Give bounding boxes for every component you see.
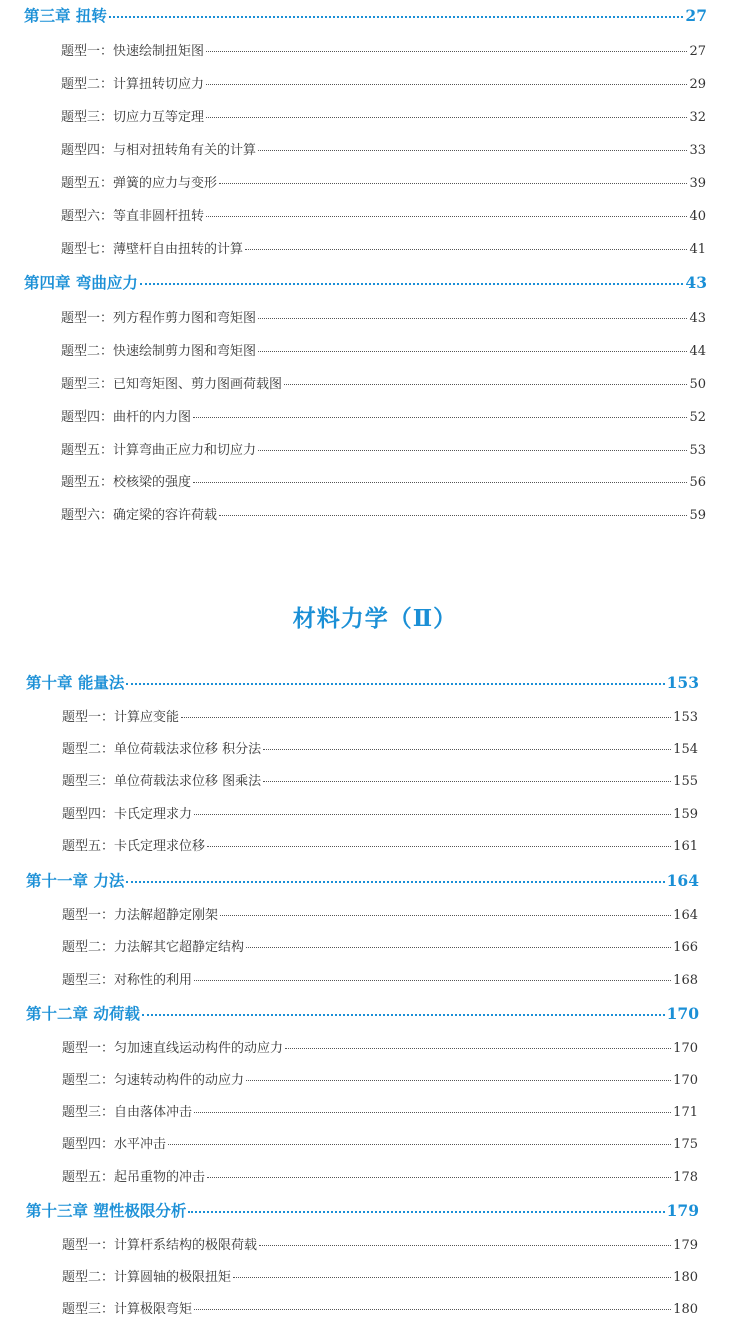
item-page: 166 [673,940,698,955]
toc-item[interactable] [62,936,698,956]
item-page: 161 [673,839,698,854]
item-page: 41 [689,242,706,257]
item-page: 39 [689,176,706,191]
toc-item[interactable] [62,1037,698,1057]
toc-item[interactable] [62,803,698,823]
item-title: 题型六：等直非圆杆扭转 [61,209,205,224]
item-page: 27 [689,44,706,59]
dot-leader [142,1014,665,1016]
toc-item[interactable] [62,1133,698,1153]
dot-leader [284,384,687,385]
item-page: 153 [673,710,698,725]
dot-leader [206,51,687,52]
item-title: 题型三：切应力互等定理 [61,110,205,125]
toc-item[interactable] [62,706,698,726]
item-page: 155 [673,774,698,789]
item-title: 题型五：弹簧的应力与变形 [61,176,218,191]
dot-leader [194,1112,671,1113]
toc-item[interactable] [62,1166,698,1186]
toc-item[interactable] [62,835,698,855]
chapter-4-row[interactable] [24,271,707,295]
item-page: 164 [673,908,698,923]
toc-item[interactable] [61,139,706,159]
chapter-10-row[interactable] [26,671,699,695]
toc-item[interactable] [62,1266,698,1286]
toc-item[interactable] [61,205,706,225]
chapter-page: 43 [685,273,707,292]
item-page: 175 [673,1137,698,1152]
toc-item[interactable] [62,904,698,924]
dot-leader [206,117,687,118]
item-page: 29 [689,77,706,92]
toc-item[interactable] [62,1069,698,1089]
dot-leader [194,980,671,981]
item-title: 题型六：确定梁的容许荷载 [61,508,218,523]
chapter-title: 第十章 能量法 [26,673,125,692]
dot-leader [259,1245,671,1246]
item-page: 52 [689,410,706,425]
item-page: 56 [689,475,706,490]
dot-leader [193,417,687,418]
chapter-page: 164 [666,871,699,890]
dot-leader [285,1048,671,1049]
toc-item[interactable] [61,471,706,491]
dot-leader [246,947,671,948]
toc-item[interactable] [62,1101,698,1121]
dot-leader [258,351,687,352]
item-page: 50 [689,377,706,392]
item-page: 53 [689,443,706,458]
toc-item[interactable] [61,307,706,327]
item-title: 题型一：列方程作剪力图和弯矩图 [61,311,257,326]
toc-item[interactable] [61,40,706,60]
toc-item[interactable] [61,504,706,524]
dot-leader [263,749,671,750]
item-page: 171 [673,1105,698,1120]
item-page: 178 [673,1170,698,1185]
dot-leader [245,249,687,250]
dot-leader [126,881,664,883]
chapter-title: 第十二章 动荷载 [26,1004,140,1023]
item-page: 59 [689,508,706,523]
chapter-12-row[interactable] [26,1002,699,1026]
dot-leader [193,482,687,483]
item-title: 题型三：单位荷载法求位移 图乘法 [62,774,262,789]
chapter-page: 179 [666,1201,699,1220]
chapter-title: 第三章 扭转 [24,6,107,25]
item-title: 题型四：与相对扭转角有关的计算 [61,143,257,158]
item-page: 43 [689,311,706,326]
item-page: 33 [689,143,706,158]
toc-item[interactable] [61,373,706,393]
item-title: 题型三：对称性的利用 [62,973,193,988]
item-page: 32 [689,110,706,125]
item-title: 题型二：力法解其它超静定结构 [62,940,245,955]
chapter-page: 153 [666,673,699,692]
dot-leader [207,846,671,847]
item-page: 170 [673,1041,698,1056]
item-title: 题型一：快速绘制扭矩图 [61,44,205,59]
section-heading: 材料力学（Ⅱ） [292,605,458,632]
item-title: 题型二：计算扭转切应力 [61,77,205,92]
item-title: 题型四：卡氏定理求力 [62,807,193,822]
dot-leader [109,16,684,18]
toc-item[interactable] [62,969,698,989]
dot-leader [258,150,687,151]
item-page: 44 [689,344,706,359]
chapter-page: 170 [666,1004,699,1023]
item-title: 题型三：自由落体冲击 [62,1105,193,1120]
item-title: 题型五：卡氏定理求位移 [62,839,206,854]
toc-item[interactable] [62,1234,698,1254]
item-title: 题型四：曲杆的内力图 [61,410,192,425]
dot-leader [168,1144,671,1145]
item-title: 题型一：匀加速直线运动构件的动应力 [62,1041,284,1056]
item-title: 题型三：计算极限弯矩 [62,1302,193,1317]
dot-leader [263,781,671,782]
item-page: 168 [673,973,698,988]
toc-item[interactable] [62,738,698,758]
item-title: 题型二：快速绘制剪力图和弯矩图 [61,344,257,359]
chapter-title: 第十一章 力法 [26,871,125,890]
item-title: 题型七：薄壁杆自由扭转的计算 [61,242,244,257]
chapter-title: 第十三章 塑性极限分析 [26,1201,187,1220]
item-title: 题型五：校核梁的强度 [61,475,192,490]
toc-item[interactable] [61,106,706,126]
dot-leader [219,515,687,516]
dot-leader [258,318,687,319]
chapter-title: 第四章 弯曲应力 [24,273,138,292]
dot-leader [181,717,671,718]
item-page: 170 [673,1073,698,1088]
toc-item[interactable] [61,439,706,459]
toc-item[interactable] [61,406,706,426]
item-title: 题型三：已知弯矩图、剪力图画荷载图 [61,377,283,392]
item-title: 题型二：计算圆轴的极限扭矩 [62,1270,232,1285]
item-page: 179 [673,1238,698,1253]
toc-item[interactable] [61,73,706,93]
item-page: 180 [673,1270,698,1285]
chapter-page: 27 [685,6,707,25]
item-title: 题型二：单位荷载法求位移 积分法 [62,742,262,757]
chapter-13-row[interactable] [26,1199,699,1223]
dot-leader [206,84,687,85]
chapter-11-row[interactable] [26,869,699,893]
dot-leader [140,283,684,285]
toc-item[interactable] [61,340,706,360]
dot-leader [194,814,671,815]
dot-leader [258,450,687,451]
toc-item[interactable] [62,1298,698,1318]
dot-leader [220,915,671,916]
item-title: 题型一：计算杆系结构的极限荷载 [62,1238,258,1253]
dot-leader [126,683,664,685]
toc-item[interactable] [62,770,698,790]
dot-leader [194,1309,671,1310]
dot-leader [246,1080,671,1081]
item-title: 题型五：计算弯曲正应力和切应力 [61,443,257,458]
toc-item[interactable] [61,238,706,258]
item-page: 40 [689,209,706,224]
dot-leader [207,1177,671,1178]
dot-leader [219,183,687,184]
dot-leader [188,1211,664,1213]
item-page: 159 [673,807,698,822]
toc-item[interactable] [61,172,706,192]
item-page: 180 [673,1302,698,1317]
item-title: 题型一：力法解超静定刚架 [62,908,219,923]
item-title: 题型四：水平冲击 [62,1137,167,1152]
dot-leader [206,216,687,217]
dot-leader [233,1277,671,1278]
item-title: 题型五：起吊重物的冲击 [62,1170,206,1185]
item-page: 154 [673,742,698,757]
item-title: 题型一：计算应变能 [62,710,180,725]
item-title: 题型二：匀速转动构件的动应力 [62,1073,245,1088]
chapter-3-row[interactable] [24,4,707,28]
